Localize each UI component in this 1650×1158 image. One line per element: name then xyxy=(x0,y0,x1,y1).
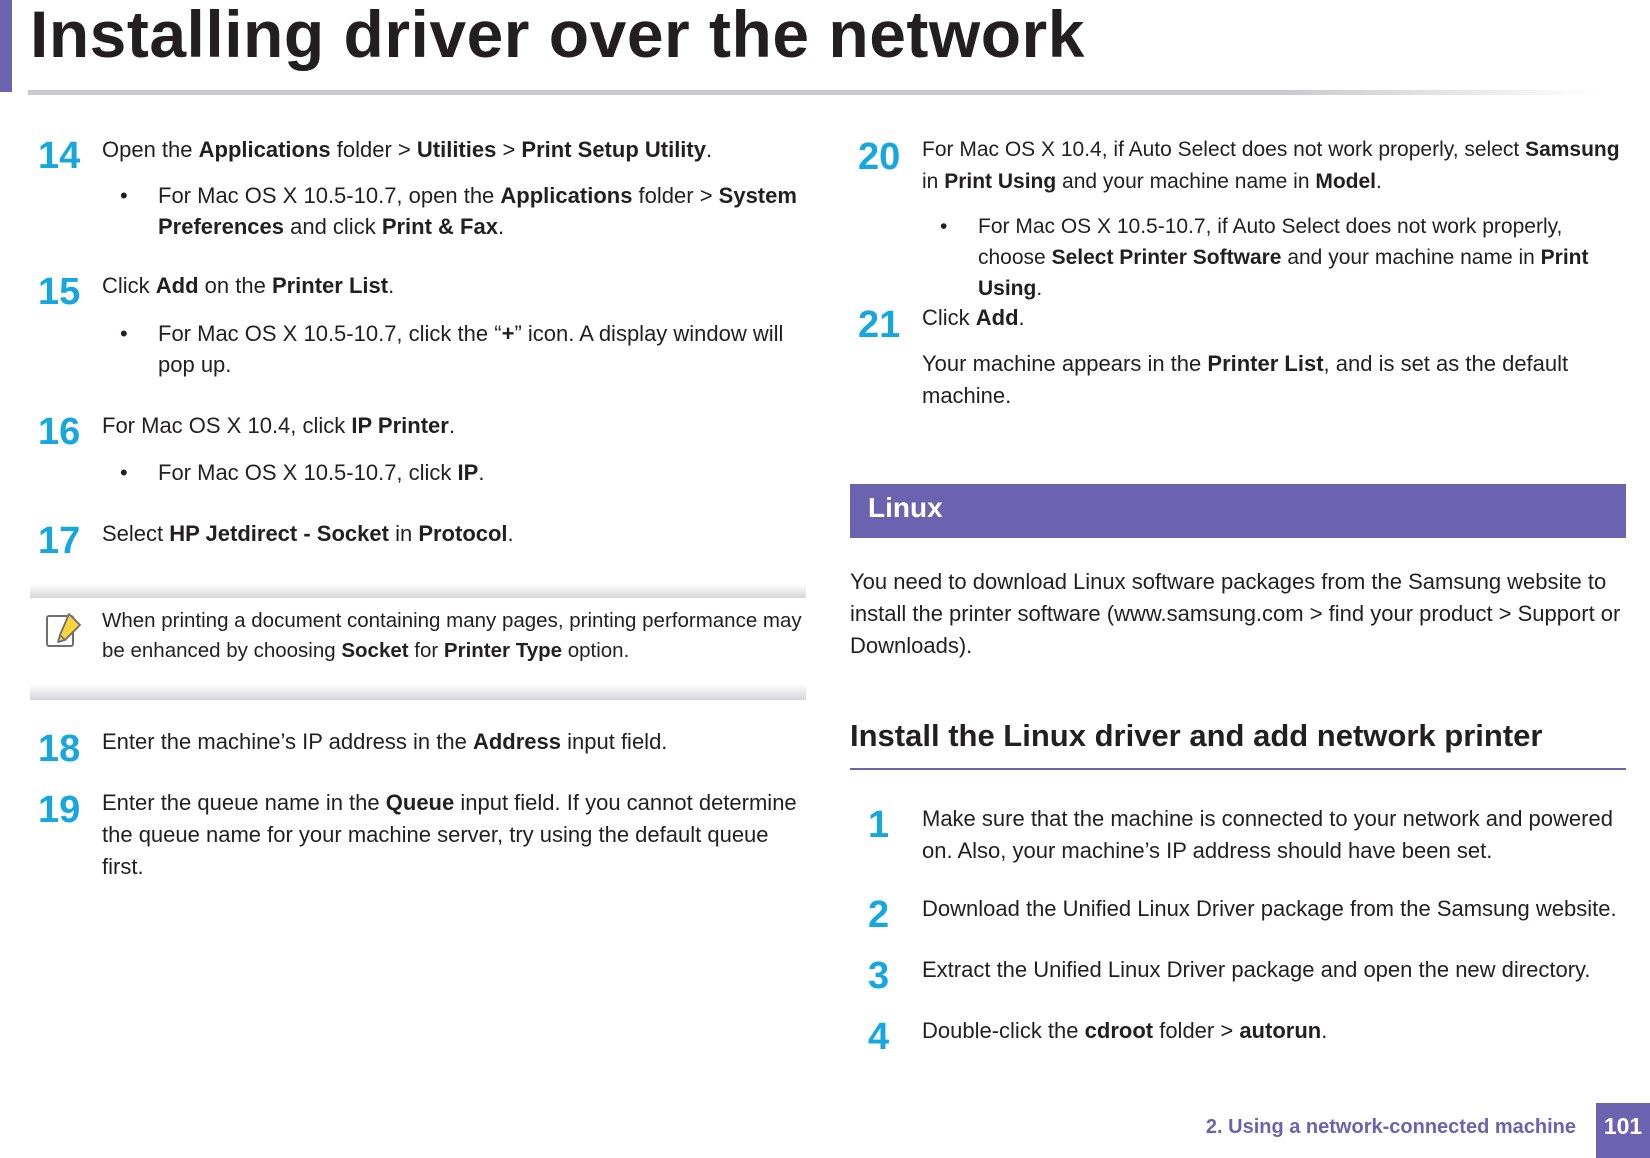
section-banner-title: Linux xyxy=(868,492,943,523)
step-text: Extract the Unified Linux Driver package and open the new directory. xyxy=(922,957,1591,982)
section-banner-linux xyxy=(850,484,1626,538)
step-number: 19 xyxy=(38,789,81,831)
step-number: 4 xyxy=(868,1016,890,1058)
step-19 xyxy=(38,787,808,887)
bullet-item xyxy=(940,211,1630,300)
bullet-dot: • xyxy=(940,215,948,238)
step-text: Enter the machine’s IP address in the Address input field. xyxy=(102,729,668,754)
step-number: 3 xyxy=(868,955,890,997)
step-text: Click Add on the Printer List. xyxy=(102,273,395,298)
step-number: 17 xyxy=(38,520,81,562)
step-16 xyxy=(38,410,808,453)
step-number: 14 xyxy=(38,135,81,177)
step-text: Select HP Jetdirect - Socket in Protocol. xyxy=(102,521,514,546)
step-21 xyxy=(858,302,1628,346)
title-divider xyxy=(28,90,1598,95)
step-text: Double-click the cdroot folder > autorun. xyxy=(922,1018,1328,1043)
bullet-text: For Mac OS X 10.5-10.7, open the Applications folder > System Preferences and click Print & Fax. xyxy=(158,183,797,239)
step-text: Open the Applications folder > Utilities > Print Setup Utility. xyxy=(102,137,713,162)
bullet-item xyxy=(120,318,810,382)
step-15 xyxy=(38,270,808,313)
note-pencil-icon xyxy=(44,610,84,650)
note-top-rule xyxy=(30,584,806,598)
step-text: Download the Unified Linux Driver package from the Samsung website. xyxy=(922,896,1617,921)
step-text: For Mac OS X 10.4, if Auto Select does not work properly, select Samsung in Print Using and your machine name in Model. xyxy=(922,138,1620,193)
bullet-text: For Mac OS X 10.5-10.7, if Auto Select does not work properly, choose Select Printer Software and your machine name in Print Using. xyxy=(978,215,1589,300)
step-number: 2 xyxy=(868,894,890,936)
bullet-dot: • xyxy=(120,460,128,485)
bullet-dot: • xyxy=(120,183,128,208)
step-number: 21 xyxy=(858,304,901,346)
step-17 xyxy=(38,518,808,562)
step-number: 18 xyxy=(38,728,81,770)
note-bottom-rule xyxy=(30,684,806,700)
note-text: When printing a document containing many pages, printing performance may be enhanced by choosing Socket for Printer Type option. xyxy=(102,609,802,662)
step-text: Enter the queue name in the Queue input field. If you cannot determine the queue name for your machine server, try using the default queue first. xyxy=(102,790,797,879)
step-number: 20 xyxy=(858,136,901,178)
page-title: Installing driver over the network xyxy=(30,0,1085,71)
bullet-text: For Mac OS X 10.5-10.7, click the “+” icon. A display window will pop up. xyxy=(158,321,784,377)
footer-section-title: 2. Using a network-connected machine xyxy=(1205,1116,1576,1138)
subsection-heading: Install the Linux driver and add network printer xyxy=(850,718,1543,753)
page-number: 101 xyxy=(1596,1103,1650,1158)
bullet-item xyxy=(120,457,810,491)
linux-step-1 xyxy=(868,803,1628,873)
bullet-text: For Mac OS X 10.5-10.7, click IP. xyxy=(158,460,485,485)
step-text: Click Add. xyxy=(922,305,1025,330)
step-number: 15 xyxy=(38,271,81,313)
step-text: Make sure that the machine is connected to your network and powered on. Also, your machine’s IP address should have been set. xyxy=(922,806,1613,863)
step-number: 1 xyxy=(868,804,890,846)
step-21-result: Your machine appears in the Printer List, and is set as the default machine. xyxy=(922,351,1569,408)
subsection-divider xyxy=(850,768,1626,770)
linux-intro: You need to download Linux software packages from the Samsung website to install the printer software (www.samsung.com > find your product > Support or Downloads). xyxy=(850,569,1621,658)
linux-step-4 xyxy=(868,1015,1628,1058)
linux-step-2 xyxy=(868,893,1628,936)
bullet-dot: • xyxy=(120,321,128,346)
linux-step-3 xyxy=(868,954,1628,997)
step-20 xyxy=(858,134,1628,204)
title-accent-bar xyxy=(0,0,12,92)
step-18 xyxy=(38,726,808,770)
step-text: For Mac OS X 10.4, click IP Printer. xyxy=(102,413,455,438)
step-number: 16 xyxy=(38,411,81,453)
bullet-item xyxy=(120,180,810,244)
